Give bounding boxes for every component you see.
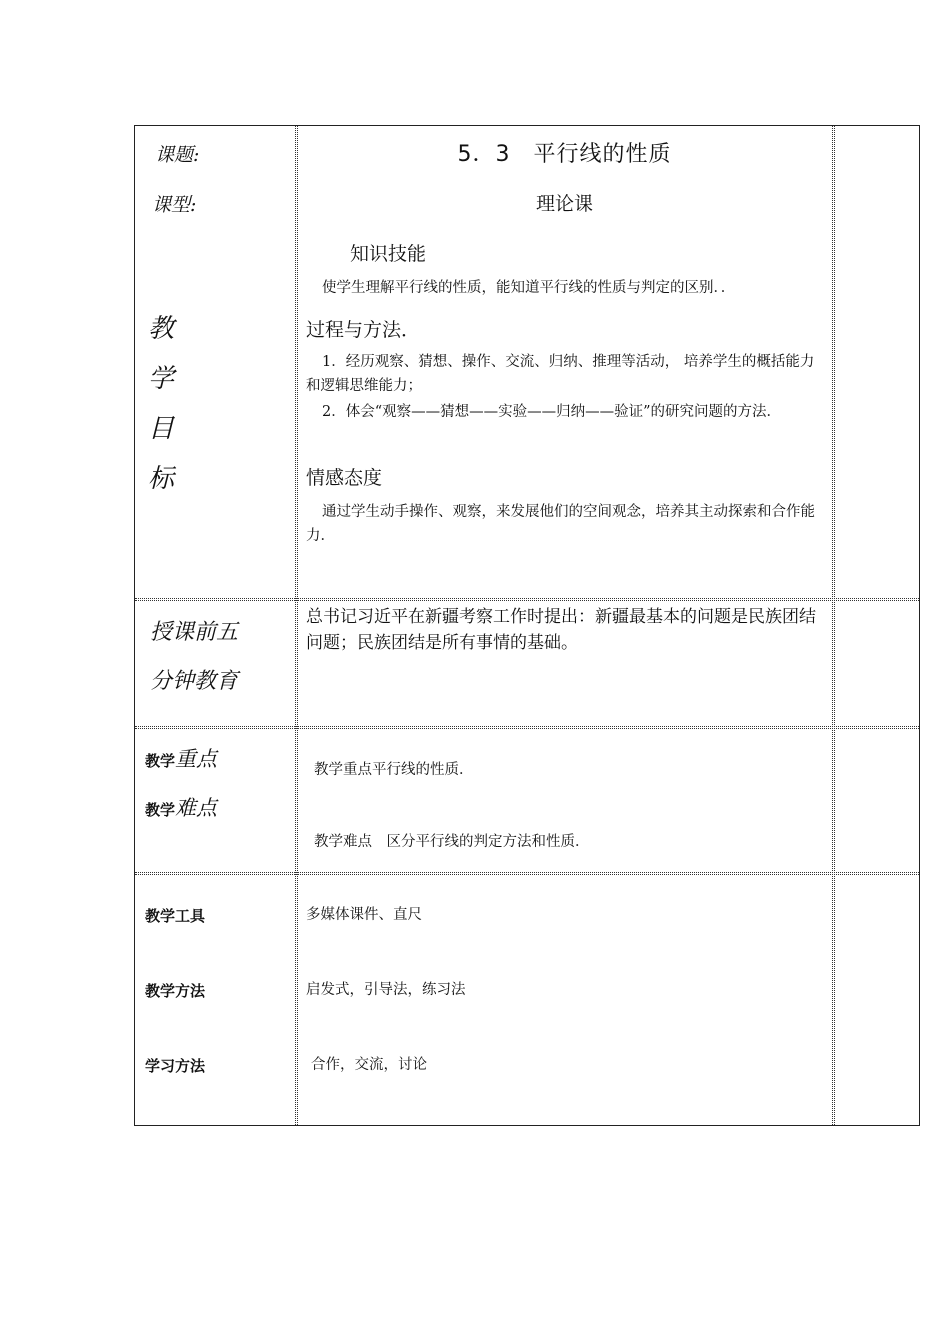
tools-label: 教学工具 bbox=[145, 907, 206, 925]
row-divider-3 bbox=[135, 872, 919, 875]
process-item-2: 2．体会“观察——猜想——实验——归纳——验证”的研究问题的方法． bbox=[322, 404, 782, 420]
knowledge-heading: 知识技能 bbox=[350, 243, 427, 265]
topic-label: 课题: bbox=[155, 144, 200, 166]
key-point-label-suffix: 重点 bbox=[175, 747, 218, 771]
objectives-label-char-1: 教 bbox=[148, 314, 175, 344]
row-divider-1 bbox=[135, 598, 919, 601]
learning-method-label: 学习方法 bbox=[145, 1057, 206, 1075]
lesson-title: 5．3 平行线的性质 bbox=[457, 142, 672, 167]
process-item-1: 1．经历观察、猜想、操作、交流、归纳、推理等活动， 培养学生的概括能力和逻辑思维能力； bbox=[306, 354, 815, 394]
objectives-label-char-2: 学 bbox=[148, 364, 175, 394]
lesson-type-label: 课型: bbox=[152, 194, 197, 216]
pre-class-label-line2: 分钟教育 bbox=[150, 669, 239, 694]
key-point-label-prefix: 教学 bbox=[145, 752, 176, 770]
row-divider-2 bbox=[135, 726, 919, 729]
tools-value: 多媒体课件、直尺 bbox=[306, 907, 422, 923]
objectives-label-char-4: 标 bbox=[148, 464, 175, 494]
difficulty-value: 教学难点 区分平行线的判定方法和性质． bbox=[314, 834, 590, 850]
objectives-label-char-3: 目 bbox=[148, 414, 175, 444]
column-divider-left bbox=[295, 126, 298, 1125]
process-heading: 过程与方法． bbox=[306, 319, 421, 341]
attitude-heading: 情感态度 bbox=[306, 467, 383, 489]
teaching-method-label: 教学方法 bbox=[145, 982, 206, 1000]
pre-class-label-line1: 授课前五 bbox=[150, 620, 239, 645]
difficulty-label-prefix: 教学 bbox=[145, 801, 176, 819]
difficulty-label-suffix: 难点 bbox=[175, 796, 218, 820]
teaching-method-value: 启发式，引导法，练习法 bbox=[306, 982, 466, 998]
knowledge-text: 使学生理解平行线的性质，能知道平行线的性质与判定的区别．． bbox=[322, 280, 736, 296]
key-point-value: 教学重点平行线的性质． bbox=[314, 762, 474, 778]
difficulty-label bbox=[145, 792, 217, 822]
lesson-type-value: 理论课 bbox=[535, 193, 593, 215]
attitude-text: 通过学生动手操作、观察，来发展他们的空间观念，培养其主动探索和合作能力． bbox=[306, 504, 815, 544]
pre-class-text: 总书记习近平在新疆考察工作时提出：新疆最基本的问题是民族团结问题；民族团结是所有事情的基础。 bbox=[306, 607, 816, 653]
column-divider-right bbox=[832, 126, 835, 1125]
learning-method-value: 合作，交流，讨论 bbox=[311, 1057, 427, 1073]
key-point-label bbox=[145, 743, 217, 773]
